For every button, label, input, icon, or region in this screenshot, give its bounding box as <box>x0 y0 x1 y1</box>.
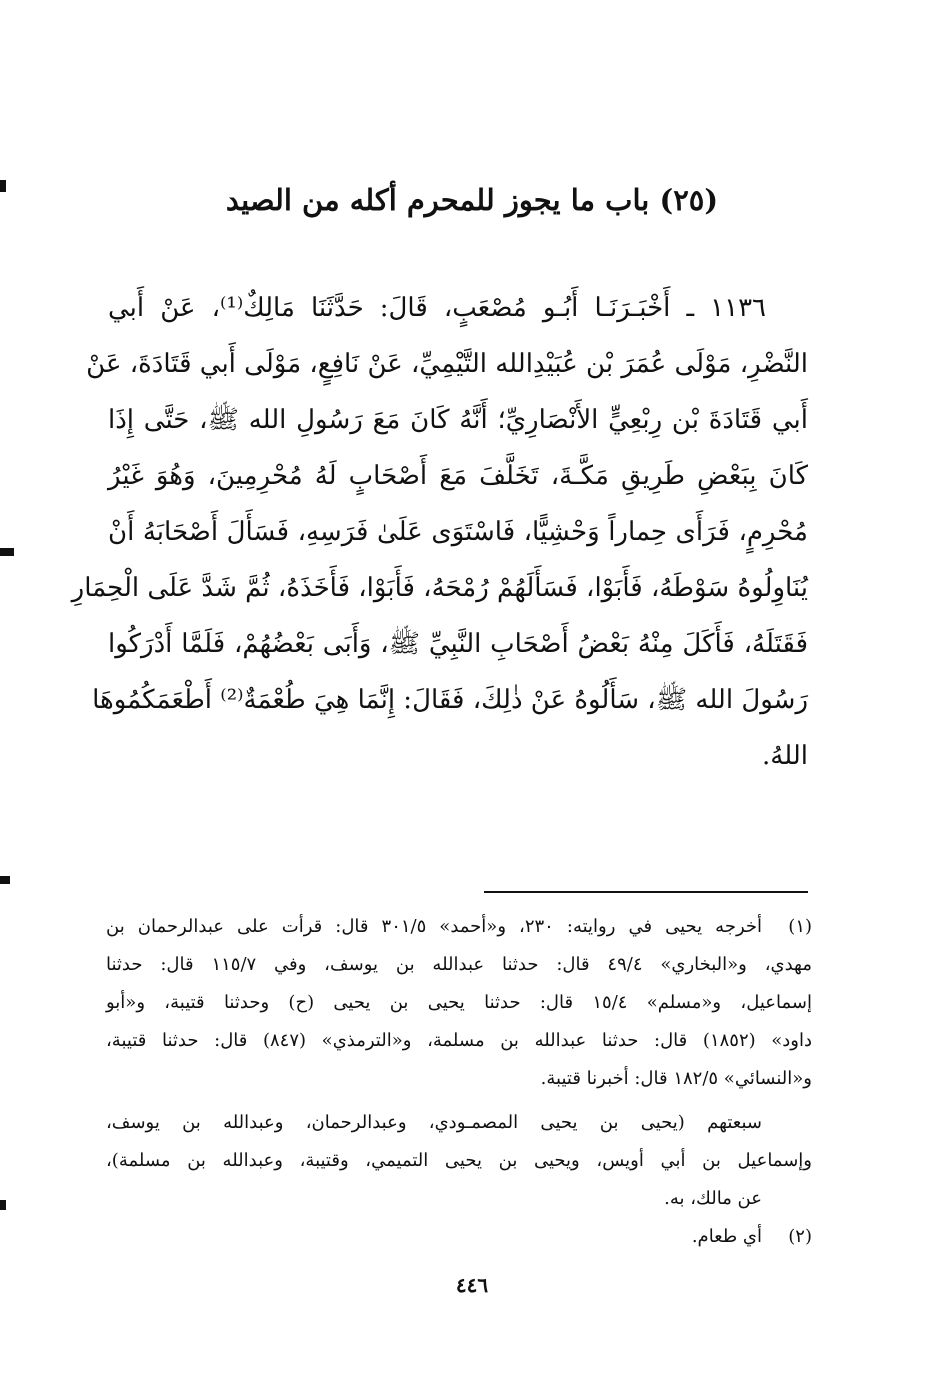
margin-mark <box>0 1200 6 1210</box>
hadith-line: كَانَ بِبَعْضِ طَرِيقِ مَكَّـةَ، تَخَلَّفَ مَعَ أَصْحَابٍ لَهُ مُحْرِمِينَ، وَهُوَ غَيْرُ <box>108 461 808 491</box>
hadith-line: اللهُ. <box>762 741 808 771</box>
hadith-line: ١١٣٦ ـ أَخْبَـرَنَـا أَبُـو مُصْعَبٍ، قَالَ: حَدَّثَنَا مَالِكٌ⁽¹⁾، عَنْ أَبي <box>108 293 767 323</box>
footnote-number: (٢) <box>788 1226 812 1247</box>
margin-mark <box>0 548 14 556</box>
footnote-separator <box>484 891 808 893</box>
footnotes <box>106 908 812 1256</box>
hadith-line: رَسُولَ الله ﷺ، سَأَلُوهُ عَنْ ذٰلِكَ، فَقَالَ: إِنَّمَا هِيَ طُعْمَةٌ⁽²⁾ أَطْعَمَكُمُوهَا <box>92 685 808 715</box>
footnote-text: أخرجه يحيى في روايته: ٢٣٠، و«أحمد» ٣٠١/٥ قال: قرأت على عبدالرحمان بن <box>106 916 763 937</box>
footnote-text: عن مالك، به. <box>664 1188 762 1209</box>
footnote-number: (١) <box>788 916 813 937</box>
footnote-line: إسماعيل، و«مسلم» ١٥/٤ قال: حدثنا يحيى بن يحيى (ح) وحدثنا قتيبة، و«أبو <box>106 992 812 1013</box>
hadith-text <box>71 280 808 784</box>
footnote-line: داود» (١٨٥٢) قال: حدثنا عبدالله بن مسلمة، و«الترمذي» (٨٤٧) قال: حدثنا قتيبة، <box>106 1030 813 1051</box>
page-number: ٤٤٦ <box>455 1273 489 1297</box>
footnote-text: أي طعام. <box>691 1226 762 1247</box>
margin-mark <box>0 180 6 192</box>
footnote-line: مهدي، و«البخاري» ٤٩/٤ قال: حدثنا عبدالله بن يوسف، وفي ١١٥/٧ قال: حدثنا <box>106 954 813 975</box>
hadith-line: فَقَتَلَهُ، فَأَكَلَ مِنْهُ بَعْضُ أَصْحَابِ النَّبِيِّ ﷺ، وَأَبَى بَعْضُهُمْ، فَلَمَّا أَدْرَكُوا <box>108 629 808 659</box>
margin-mark <box>0 876 10 884</box>
footnote-line: و«النسائي» ١٨٢/٥ قال: أخبرنا قتيبة. <box>540 1068 812 1089</box>
footnote-line <box>106 1218 812 1256</box>
footnote-line <box>106 908 812 946</box>
footnote-line <box>106 1180 812 1218</box>
hadith-line: أَبي قَتَادَةَ بْن رِبْعِيٍّ الأَنْصَارِيِّ؛ أَنَّهُ كَانَ مَعَ رَسُولِ الله ﷺ، حَتَّى إِذَا <box>108 405 808 435</box>
footnote-line <box>106 1104 812 1142</box>
hadith-line: مُحْرِمٍ، فَرَأَى حِماراً وَحْشِيًّا، فَاسْتَوَى عَلَىٰ فَرَسِهِ، فَسَأَلَ أَصْحَابَهُ أَنْ <box>108 517 808 547</box>
hadith-line: النَّضْرِ، مَوْلَى عُمَرَ بْن عُبَيْدِالله التَّيْمِيِّ، عَنْ نَافِعٍ، مَوْلَى أَبي قَتَادَةَ، عَنْ <box>86 349 808 379</box>
footnote-line: وإسماعيل بن أبي أويس، ويحيى بن يحيى التميمي، وقتيبة، وعبدالله بن مسلمة)، <box>106 1150 812 1171</box>
hadith-line: يُنَاوِلُوهُ سَوْطَهُ، فَأَبَوْا، فَسَأَلَهُمْ رُمْحَهُ، فَأَبَوْا، فَأَخَذَهُ، ثُمَّ شَدَّ عَلَى الْحِمَارِ <box>71 573 808 603</box>
chapter-title: (٢٥) باب ما يجوز للمحرم أكله من الصيد <box>225 183 719 217</box>
footnote-text: سبعتهم (يحيى بن يحيى المصمـودي، وعبدالرحمان، وعبدالله بن يوسف، <box>106 1112 762 1133</box>
